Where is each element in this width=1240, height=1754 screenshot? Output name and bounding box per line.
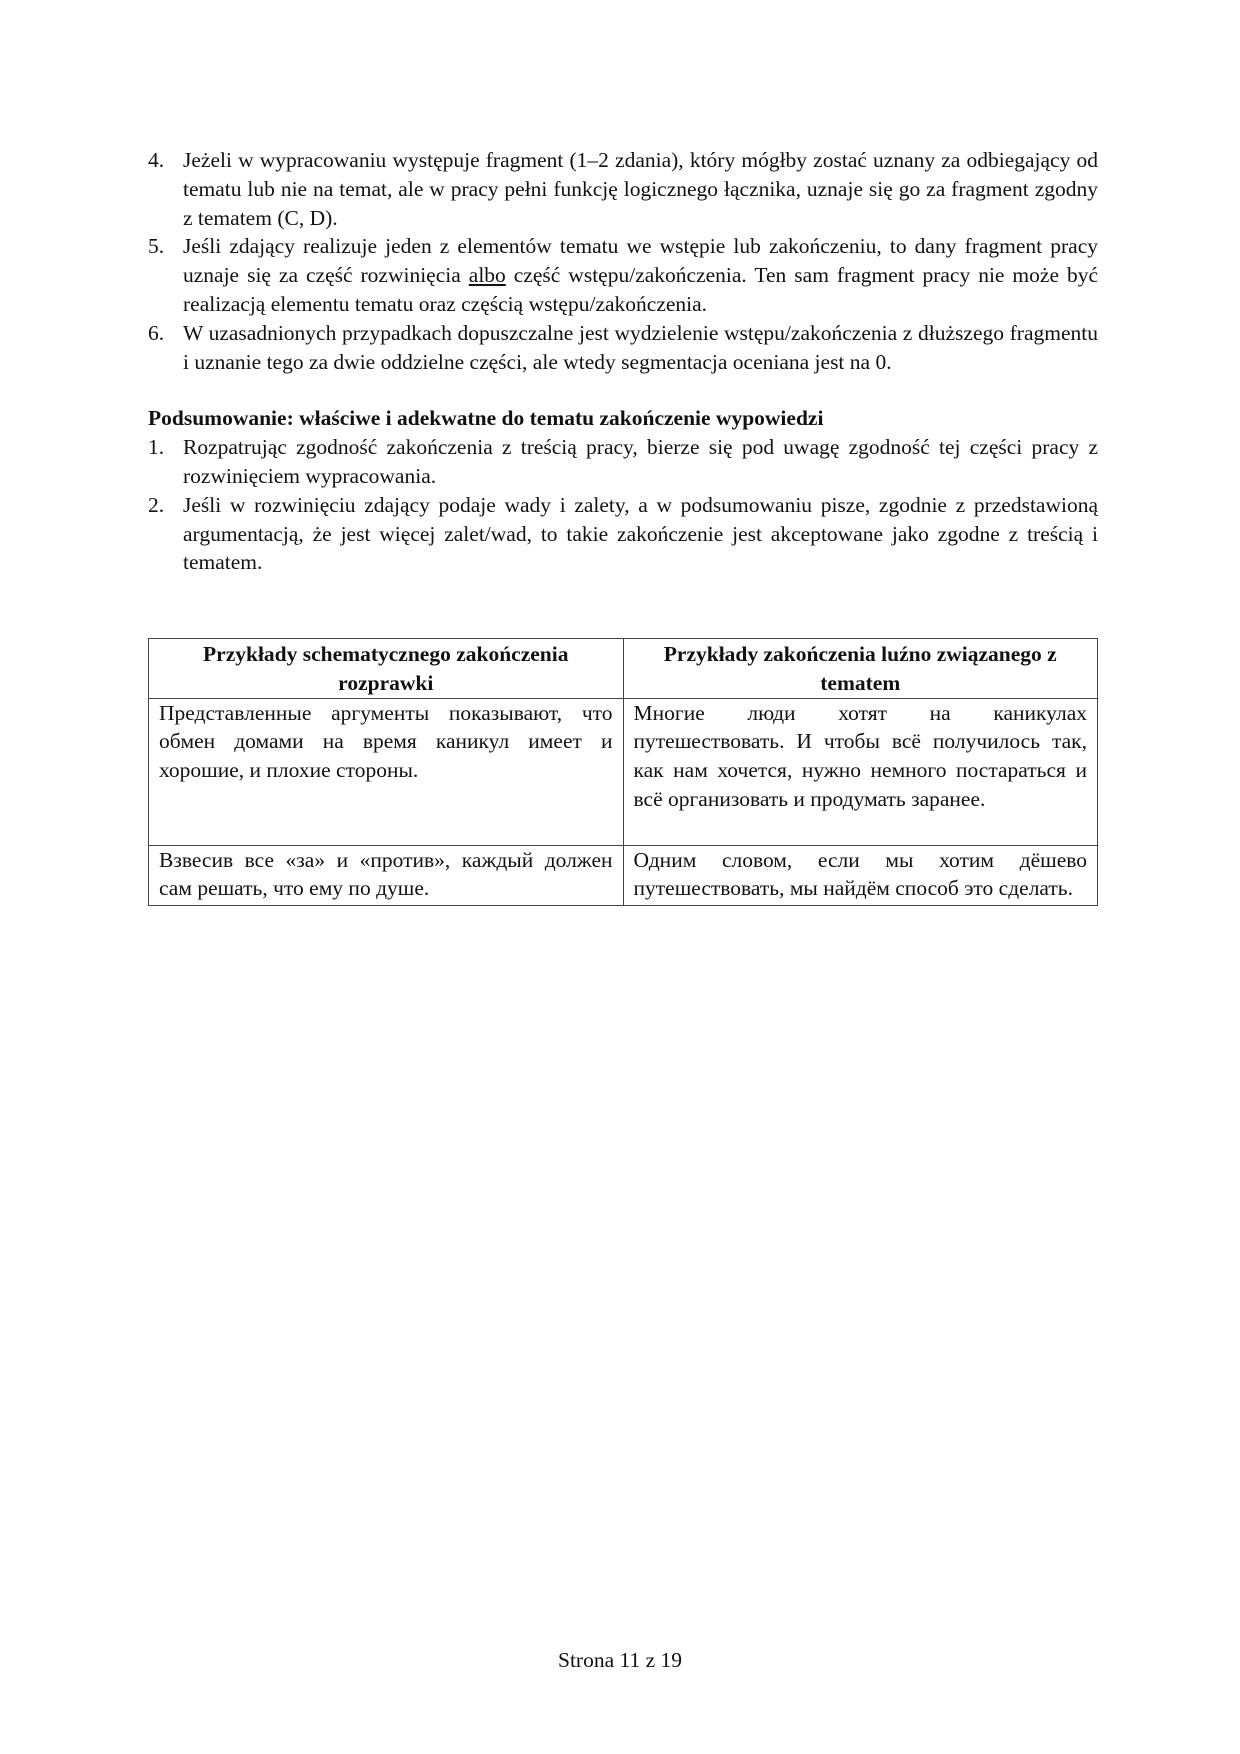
list-text: Jeżeli w wypracowaniu występuje fragment (1–2 zdania), który mógłby zostać uznany za odbiegający od tematu lub nie na temat, ale w pracy pełni funkcję logicznego łącznika, uznaje się go za fragment zgodny z tematem (C, D). (183, 148, 1098, 230)
list-item (148, 433, 1098, 491)
list-text: część wstępu/zakończenia. Ten sam fragment pracy nie może być realizacją elementu tematu oraz częścią wstępu/zakończenia. (183, 263, 1099, 316)
page-content (148, 146, 1098, 577)
table-cell: Представленные аргументы показывают, что обмен домами на время каникул имеет и хорошие, и плохие стороны. (149, 698, 624, 845)
summary-list (148, 433, 1098, 577)
table-row (149, 845, 1098, 906)
list-text: W uzasadnionych przypadkach dopuszczalne jest wydzielenie wstępu/zakończenia z dłuższego fragmentu i uznanie tego za dwie oddzielne części, ale wtedy segmentacja oceniana jest na 0. (183, 320, 1098, 374)
list-number: 6. (148, 320, 165, 345)
table-header: Przykłady zakończenia luźno związanego z tematem (623, 639, 1098, 699)
list-number: 5. (148, 234, 165, 259)
summary-section (148, 404, 1098, 577)
list-number: 1. (148, 435, 165, 460)
list-text: Jeśli zdający realizuje jeden z elementów tematu we wstępie lub zakończeniu, to dany fragment pracy uznaje się za część rozwinięcia (183, 234, 1098, 288)
list-number: 2. (148, 492, 165, 517)
table-cell: Одним словом, если мы хотим дёшево путешествовать, мы найдём способ это сделать. (623, 845, 1098, 906)
table-row (149, 698, 1098, 845)
criteria-list (148, 146, 1098, 376)
table-header: Przykłady schematycznego zakończenia rozprawki (149, 639, 624, 699)
list-item (148, 491, 1098, 577)
section-heading: Podsumowanie: właściwe i adekwatne do tematu zakończenie wypowiedzi (148, 406, 824, 431)
list-item (148, 319, 1098, 377)
list-number: 4. (148, 148, 165, 172)
table-header-row (149, 639, 1098, 699)
table-cell: Взвесив все «за» и «против», каждый должен сам решать, что ему по душе. (149, 845, 624, 906)
table-cell: Многие люди хотят на каникулах путешествовать. И чтобы всё получилось так, как нам хочется, нужно немного постараться и всё организовать и продумать заранее. (623, 698, 1098, 845)
list-item (148, 146, 1098, 232)
list-item (148, 232, 1098, 318)
list-text: Jeśli w rozwinięciu zdający podaje wady i zalety, a w podsumowaniu pisze, zgodnie z przedstawioną argumentacją, że jest więcej zalet/wad, to takie zakończenie jest akceptowane jako zgodne z treścią i tematem. (183, 492, 1098, 575)
list-text: Rozpatrując zgodność zakończenia z treścią pracy, bierze się pod uwagę zgodność tej części pracy z rozwinięciem wypracowania. (183, 435, 1098, 488)
examples-table (148, 638, 1098, 906)
underlined-word: albo (468, 263, 506, 288)
page-footer: Strona 11 z 19 (557, 1648, 682, 1672)
